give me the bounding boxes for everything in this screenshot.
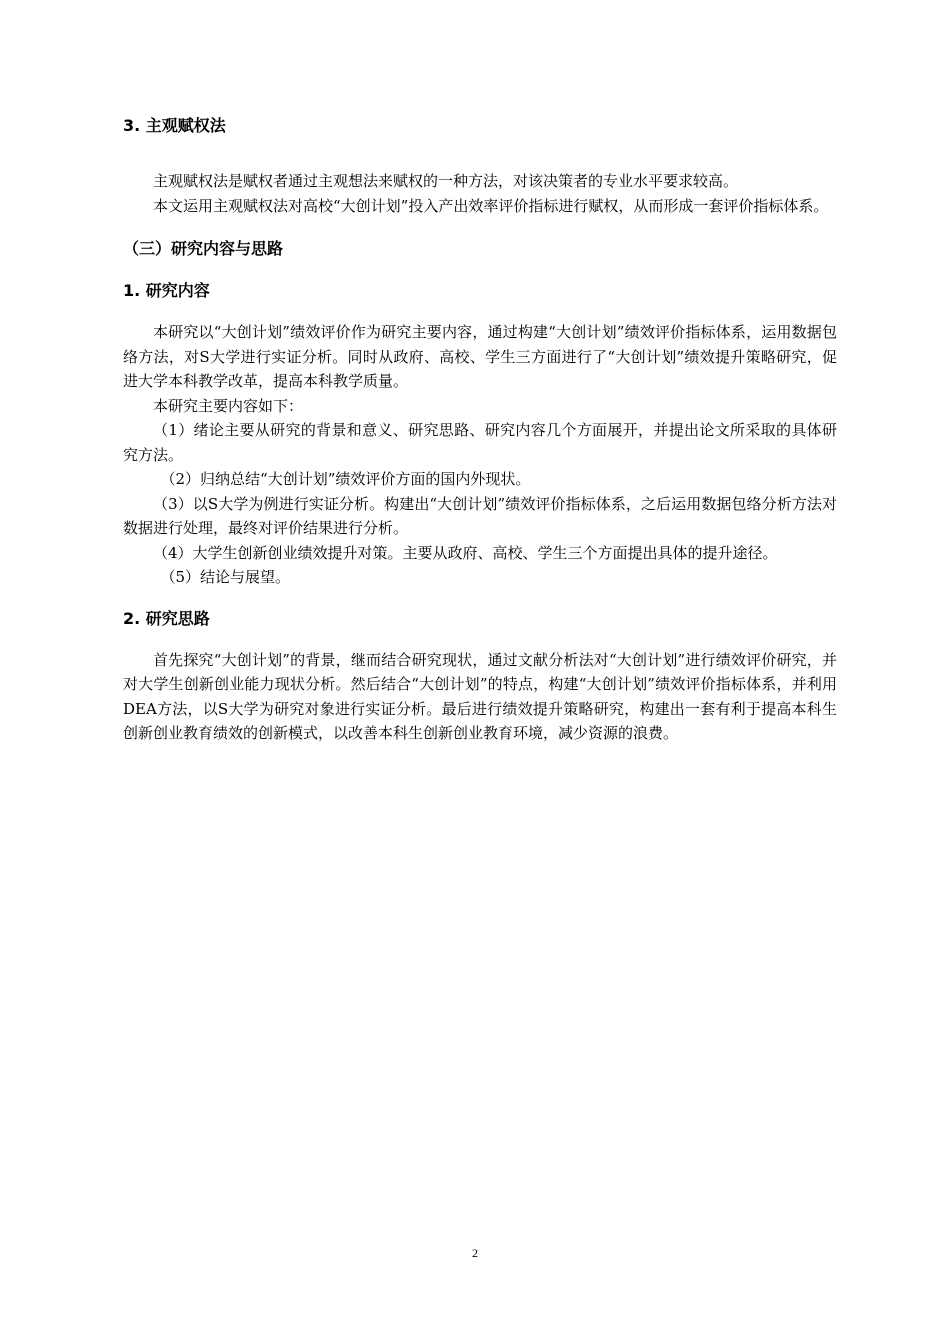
spacer [123,590,837,606]
paragraph: 本研究以“大创计划”绩效评价作为研究主要内容，通过构建“大创计划”绩效评价指标体系，运用数据包络方法，对S大学进行实证分析。同时从政府、高校、学生三方面进行了“大创计划”绩效提升策略研究，促进大学本科教学改革，提高本科教学质量。 [123,323,837,390]
list-item: （2）归纳总结“大创计划”绩效评价方面的国内外现状。 [160,470,531,488]
spacer [123,139,837,169]
paragraph: 本文运用主观赋权法对高校“大创计划”投入产出效率评价指标进行赋权，从而形成一套评价指标体系。 [153,196,829,215]
paragraph: 本研究主要内容如下： [153,396,304,415]
spacer [123,262,837,278]
section-heading-subjective-weighting: 3. 主观赋权法 [123,116,226,135]
page-body [123,113,837,746]
list-item: （4）大学生创新创业绩效提升对策。主要从政府、高校、学生三个方面提出具体的提升途径。 [153,543,778,562]
spacer [123,632,837,648]
spacer [123,218,837,236]
spacer [123,304,837,320]
page-number: 2 [472,1246,478,1260]
list-item: （5）结论与展望。 [160,568,291,586]
section-heading-research-approach: 2. 研究思路 [123,608,210,628]
section-heading-research-content: 1. 研究内容 [123,281,210,300]
list-item: （3）以S大学为例进行实证分析。构建出“大创计划”绩效评价指标体系，之后运用数据包络分析方法对数据进行处理，最终对评价结果进行分析。 [123,494,837,537]
paragraph: 主观赋权法是赋权者通过主观想法来赋权的一种方法，对该决策者的专业水平要求较高。 [153,172,739,190]
paragraph: 首先探究“大创计划”的背景，继而结合研究现状，通过文献分析法对“大创计划”进行绩效评价研究，并对大学生创新创业能力现状分析。然后结合“大创计划”的特点，构建“大创计划”绩效评价指标体系，并利用DEA方法，以S大学为研究对象进行实证分析。最后进行绩效提升策略研究，构建出一套有利于提高本科生创新创业教育绩效的创新模式，以改善本科生创新创业教育环境，减少资源的浪费。 [123,650,837,742]
section-heading-research-content-and-approach: （三）研究内容与思路 [123,239,284,258]
list-item: （1）绪论主要从研究的背景和意义、研究思路、研究内容几个方面展开，并提出论文所采取的具体研究方法。 [123,421,837,464]
